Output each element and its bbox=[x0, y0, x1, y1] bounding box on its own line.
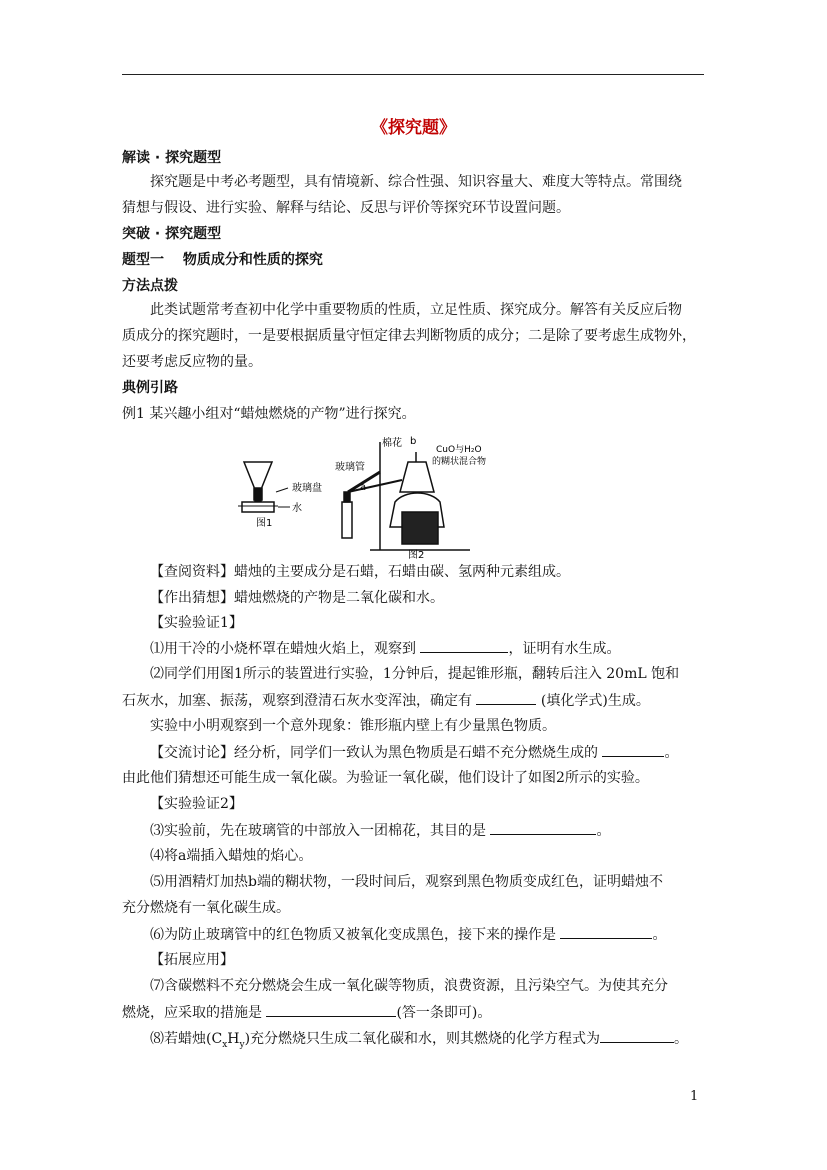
flame bbox=[344, 492, 350, 502]
paragraph-line: 质成分的探究题时，一是要根据质量守恒定律去判断物质的成分；二是除了要考虑生成物外， bbox=[122, 328, 696, 344]
example-heading: 典例引路 bbox=[122, 380, 178, 396]
candle-2 bbox=[342, 502, 352, 538]
fig1-label-water: 水 bbox=[292, 503, 302, 514]
question-3: ⑶实验前，先在玻璃管的中部放入一团棉花，其目的是 。 bbox=[150, 823, 611, 839]
fig1-label-plate: 玻璃盘 bbox=[292, 483, 322, 494]
header-rule bbox=[122, 74, 704, 75]
question-2: 石灰水，加塞、振荡，观察到澄清石灰水变浑浊，确定有 (填化学式)生成。 bbox=[122, 693, 650, 709]
answer-blank-5[interactable] bbox=[560, 925, 652, 939]
answer-blank-6[interactable] bbox=[266, 1003, 396, 1017]
body-line: ⑺含碳燃料不充分燃烧会生成一氧化碳等物质，浪费资源，且污染空气。为使其充分 bbox=[150, 978, 668, 994]
answer-blank-7[interactable] bbox=[600, 1029, 674, 1043]
paragraph-line: 猜想与假设、进行实验、解释与结论、反思与评价等探究环节设置问题。 bbox=[122, 200, 570, 216]
answer-blank-1[interactable] bbox=[420, 639, 508, 653]
page-number: 1 bbox=[690, 1089, 699, 1104]
page-title: 《探究题》 bbox=[371, 118, 456, 138]
body-line: ⑷将a端插入蜡烛的焰心。 bbox=[150, 848, 313, 864]
fig2-label-b: b bbox=[410, 436, 417, 447]
section-heading-breakthrough: 突破 · 探究题型 bbox=[122, 226, 222, 242]
paragraph-line: 还要考虑反应物的量。 bbox=[122, 354, 262, 370]
fig2-label-mix1: CuO与H₂O bbox=[436, 445, 482, 455]
question-type-heading: 题型一 物质成分和性质的探究 bbox=[122, 252, 323, 268]
body-line: 充分燃烧有一氧化碳生成。 bbox=[122, 900, 290, 916]
answer-blank-4[interactable] bbox=[490, 821, 596, 835]
answer-blank-2[interactable] bbox=[476, 691, 536, 705]
answer-blank-3[interactable] bbox=[602, 743, 664, 757]
body-line: 【查阅资料】蜡烛的主要成分是石蜡，石蜡由碳、氢两种元素组成。 bbox=[150, 564, 570, 580]
question-6: ⑹为防止玻璃管中的红色物质又被氧化变成黑色，接下来的操作是 。 bbox=[150, 927, 667, 943]
discussion: 【交流讨论】经分析，同学们一致认为黑色物质是石蜡不充分燃烧生成的 。 bbox=[150, 745, 679, 761]
example-intro: 例1 某兴趣小组对“蜡烛燃烧的产物”进行探究。 bbox=[122, 406, 416, 422]
body-line: 【实验验证2】 bbox=[150, 796, 243, 812]
question-8: ⑻若蜡烛$(C_xH_y)$充分燃烧只生成二氧化碳和水，则其燃烧的化学方程式为 。 bbox=[150, 1031, 689, 1050]
figure-1 bbox=[238, 462, 290, 512]
fig2-label-mix2: 的糊状混合物 bbox=[432, 457, 487, 467]
fig2-label-cotton: 棉花 bbox=[382, 438, 402, 449]
body-line: ⑵同学们用图1所示的装置进行实验，1分钟后，提起锥形瓶，翻转后注入 20mL 饱和 bbox=[150, 666, 680, 682]
fig1-caption: 图1 bbox=[256, 518, 273, 529]
body-line: 由此他们猜想还可能生成一氧化碳。为验证一氧化碳，他们设计了如图2所示的实验。 bbox=[122, 770, 649, 786]
question-1: ⑴用干冷的小烧杯罩在蜡烛火焰上，观察到 ，证明有水生成。 bbox=[150, 641, 621, 657]
glass-plate bbox=[242, 502, 274, 512]
fig2-label-tube: 玻璃管 bbox=[335, 462, 365, 473]
paste-funnel bbox=[400, 462, 434, 492]
body-line: 【作出猜想】蜡烛燃烧的产物是二氧化碳和水。 bbox=[150, 590, 444, 606]
section-heading-interpret: 解读 · 探究题型 bbox=[122, 150, 222, 166]
fig2-caption: 图2 bbox=[408, 550, 425, 560]
body-line: 【实验验证1】 bbox=[150, 615, 243, 631]
method-heading: 方法点拨 bbox=[122, 278, 178, 294]
body-line: ⑸用酒精灯加热b端的糊状物，一段时间后，观察到黑色物质变成红色，证明蜡烛不 bbox=[150, 874, 663, 890]
paragraph-line: 探究题是中考必考题型，具有情境新、综合性强、知识容量大、难度大等特点。常围绕 bbox=[150, 174, 682, 190]
paragraph-line: 此类试题常考查初中化学中重要物质的性质，立足性质、探究成分。解答有关反应后物 bbox=[150, 302, 682, 318]
question-7: 燃烧，应采取的措施是 (答一条即可)。 bbox=[122, 1005, 492, 1021]
candle bbox=[255, 488, 261, 502]
fig2-label-a: a bbox=[360, 482, 367, 493]
plate-pointer bbox=[276, 488, 288, 492]
experiment-figure bbox=[230, 432, 520, 560]
body-line: 实验中小明观察到一个意外现象：锥形瓶内壁上有少量黑色物质。 bbox=[150, 718, 556, 734]
alcohol-lamp bbox=[402, 512, 438, 544]
body-line: 【拓展应用】 bbox=[150, 952, 234, 968]
